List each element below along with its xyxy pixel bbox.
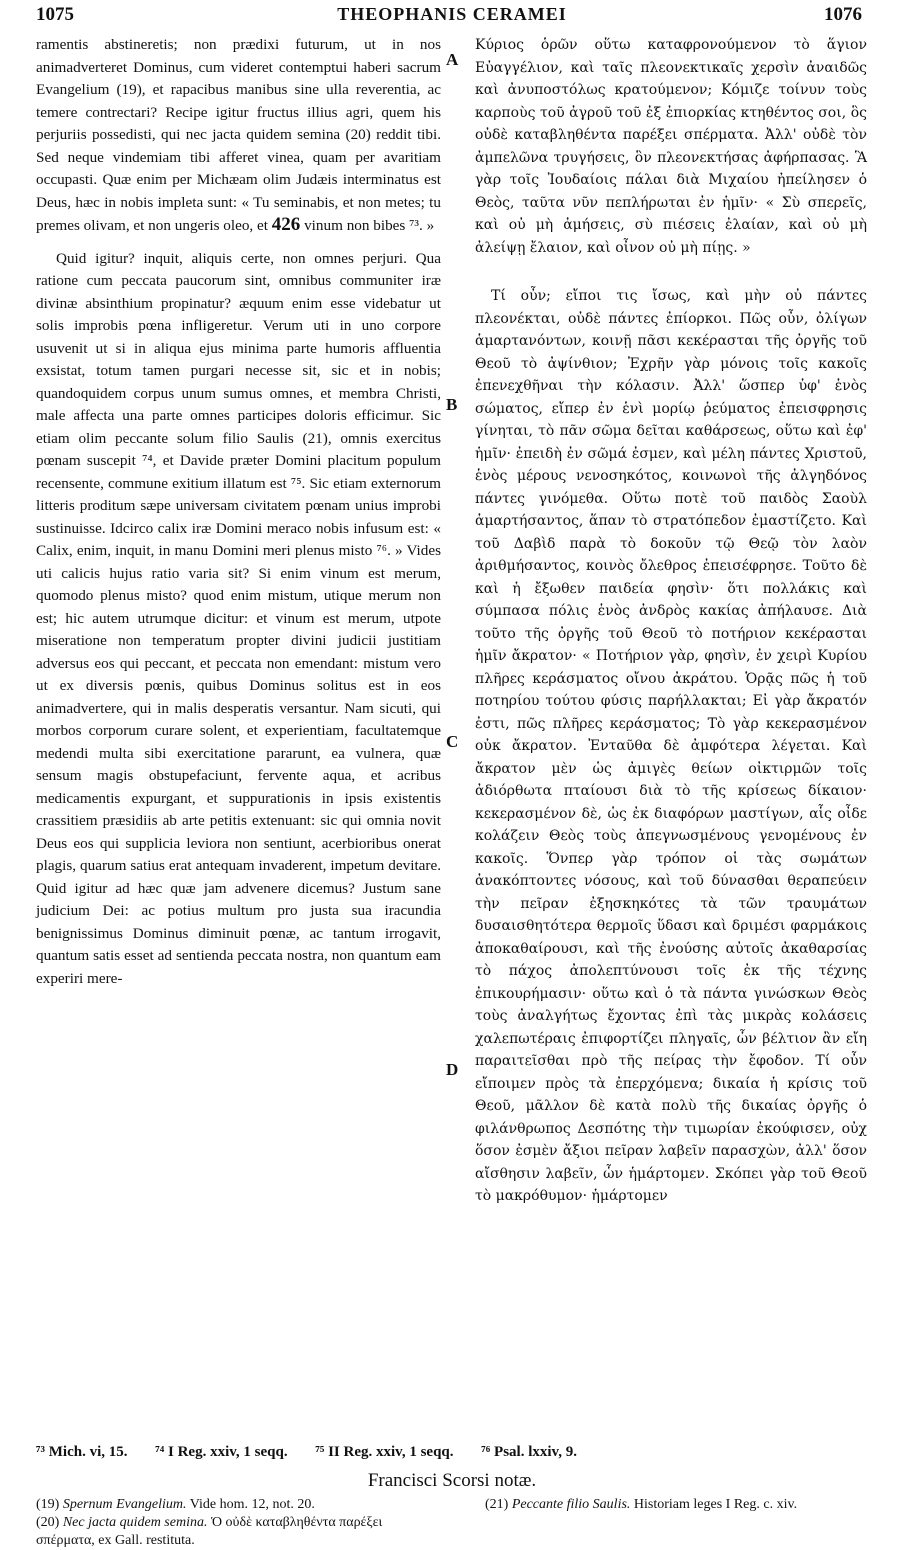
note-21-lemma: Peccante filio Saulis. bbox=[511, 1497, 631, 1512]
note-21 bbox=[485, 1496, 875, 1514]
notes-title: Francisci Scorsi notæ. bbox=[367, 1470, 537, 1491]
footnote-74: ⁷⁴ I Reg. xxiv, 1 seqq. bbox=[155, 1444, 288, 1460]
latin-paragraph-1-end: vinum non bibes ⁷³. » bbox=[304, 217, 435, 234]
latin-paragraph-1 bbox=[36, 34, 441, 238]
note-20-lemma: Nec jacta quidem semina. bbox=[62, 1515, 208, 1530]
note-20-text: Ὁ οὐδὲ καταβληθέντα παρέξει σπέρματα, ex Gall. restituta. bbox=[36, 1515, 383, 1548]
note-21-text: Historiam leges I Reg. c. xiv. bbox=[633, 1497, 798, 1512]
greek-paragraph-2: Τί οὖν; εἴποι τις ἴσως, καὶ μὴν οὐ πάντες πλεονέκται, οὐδὲ πάντες ἐπίορκοι. Πῶς οὖν, ὀλίγων ἁμαρτανόντων, κοινῇ πᾶσι κεκέρασται τῆς ὀργῆς τοῦ Θεοῦ τὸ ἀψίνθιον; Ἐχρῆν γὰρ μόνοις τοῖς κακοῖς ἐπενεχθῆναι τὴν κόλασιν. Ἀλλ' ὥσπερ ὑφ' ἑνὸς σώματος, εἴπερ ἐν ἑνὶ μορίῳ ῥεύματος ἐπεισφρησις γίνηται, τὸ πᾶν σῶμα δεῖται καθάρσεως, οὕτω καὶ ἐφ' ἡμῖν· ἐπειδὴ ἐν σῶμά ἐσμεν, καὶ μέλη πάντες Χριστοῦ, ἑνὸς μέρους νενοσηκότος, κοινωνοὶ τῆς ἀλγηδόνος πάντες γινόμεθα. Οὕτω ποτὲ τοῦ παιδὸς Σαοὺλ ἁμαρτήσαντος, ἅπαν τὸ στρατόπεδον ἐμαστίζετο. Καὶ τοῦ Δαβὶδ παρὰ τὸ δοκοῦν τῷ Θεῷ τὸν λαὸν ἀριθμήσαντος, κοινὸς ὄλεθρος ἐπεισέφρησε. Τοῦτο δὲ καὶ ἡ ἔξωθεν παιδεία φησὶν· ὅτι πολλάκις καὶ σύμπασα πόλις ἑνὸς ἀνδρὸς κακίας ἀπήλαυσε. Διὰ τοῦτο τῆς ὀργῆς τοῦ Θεοῦ τὸ ποτήριον κεκέρασται ἡμῖν ἄκρατον· « Ποτήριον γὰρ, φησὶν, ἐν χειρὶ Κυρίου πλῆρες κεράσματος οἴνου ἀκράτου. Ὁρᾷς πῶς ἡ τοῦ ποτηρίου τούτου φύσις παρήλλακται; Εἰ γὰρ ἄκρατόν ἐστι, πῶς πλῆρες κεράσματος; Τὸ γὰρ κεκερασμένον οὐκ ἄκρατον. Ἐνταῦθα δὲ ἀμφότερα λέγεται. Καὶ ἄκρατον μὲν ὡς ἀμιγὲς θείων οἰκτιρμῶν τοῖς ἀδιόρθωτα πταίουσι διὰ τὸ τῆς κρίσεως δίκαιον· κεκερασμένον δὲ, ὡς ἐκ διαφόρων μαστίγων, αἷς οἶδε κολάζειν Θεὸς τοὺς ἀπεγνωσμένους γενομένους ἐν κακοῖς. Ὅνπερ γὰρ τρόπον οἱ τὰς σωμάτων ἀνακόπτοντες νόσους, καὶ τοῦ δύνασθαι θεραπεύειν τὴν πεῖραν ἐξησκηκότες τὰ τῶν τραυμάτων δυσαισθητότερα θερμοῖς ὕδασι καὶ δριμέσι φαρμάκοις ἀποκαθαίρουσι, καὶ τῆς ἐνούσης αὐτοῖς ἀκαθαρσίας τὸ πάχος ἀπολεπτύνουσι τοῖς ἐκ τῆς τέχνης ἐπικουρήμασιν· οὕτω καὶ ὁ τὰ πάντα γινώσκων Θεὸς τοὺς ἀναλγήτως ἔχοντας ἐπὶ τὰς μικρὰς κολάσεις χαλεπωτέραις ἐπιφορτίζει πληγαῖς, ὧν βέλτιον ἂν εἴη παραιτεῖσθαι πρὸ τῆς πείρας τὴν ἔφοδον. Τί οὖν εἴποιμεν πρὸς τὰ ἐπερχόμενα; δικαία ἡ κρίσις τοῦ Θεοῦ, μᾶλλον δὲ κατὰ πολὺ τῆς δικαίας ὀργῆς ὁ φιλάνθρωπος Δεσπότης τὴν τιμωρίαν ἐκούφισεν, οὐχ ὅσον ἐσμὲν ἄξιοι πεῖραν λαβεῖν παρασχὼν, ἀλλ' ὅσον αἴσθησιν λαβεῖν, ὧν ἡμάρτομεν. Σκόπει γὰρ τοῦ Θεοῦ τὸ μακρόθυμον· ἡμάρτομεν bbox=[475, 288, 867, 1204]
footnotes bbox=[36, 1444, 876, 1461]
note-19-text: Vide hom. 12, not. 20. bbox=[189, 1497, 315, 1512]
note-20-number: (20) bbox=[36, 1515, 60, 1530]
page-number-right: 1076 bbox=[824, 4, 862, 25]
note-19-lemma: Spernum Evangelium. bbox=[62, 1497, 187, 1512]
note-19 bbox=[36, 1496, 441, 1514]
footnote-75: ⁷⁵ II Reg. xxiv, 1 seqq. bbox=[315, 1444, 454, 1460]
margin-letter-c: C bbox=[446, 732, 459, 751]
notes-right bbox=[485, 1496, 875, 1514]
page-number-left: 1075 bbox=[36, 4, 74, 25]
note-20 bbox=[36, 1514, 441, 1550]
footnote-76: ⁷⁶ Psal. lxxiv, 9. bbox=[481, 1444, 577, 1460]
latin-column bbox=[36, 34, 441, 990]
greek-paragraph-1: Κύριος ὁρῶν οὕτω καταφρονούμενον τὸ ἅγιον Εὐαγγέλιον, καὶ ταῖς πλεονεκτικαῖς χερσὶν ἀναιδῶς καὶ ἀνυποστόλως κρατούμενον; Κόμιζε τοίνυν τοὺς καρποὺς τοῦ ἀγροῦ τοῦ ἐξ ἐπιορκίας κτηθέντος σοι, ὃς οὐδὲ καταβληθέντα παρέξει σπέρματα. Ἀλλ' οὐδὲ τὸν ἀμπελῶνα τρυγήσεις, ὃν πλεονεκτήσας ἀφήρπασας. Ἃ γὰρ τοῖς Ἰουδαίοις πάλαι διὰ Μιχαίου ἠπείλησεν ὁ Θεὸς, ταῦτα νῦν πεπλήρωται ἐν ἡμῖν· « Σὺ σπερεῖς, καὶ οὐ μὴ ἀμήσεις, σὺ πιέσεις ἐλαίαν, καὶ οὐ μὴ ἀλείψῃ ἔλαιον, καὶ οἶνον οὐ μὴ πίῃς. » bbox=[475, 37, 867, 256]
note-19-number: (19) bbox=[36, 1497, 60, 1512]
footnote-73: ⁷³ Mich. vi, 15. bbox=[36, 1444, 128, 1460]
page-marker: 426 bbox=[271, 214, 301, 235]
notes-left bbox=[36, 1496, 441, 1550]
latin-paragraph-2: Quid igitur? inquit, aliquis certe, non omnes perjuri. Qua ratione cum peccata paucorum sint, omnibus communiter iræ divinæ absinthium propinatur? æquum enim esse videbatur ut solis improbis pœna infligeretur. Verum uti in uno corpore usuvenit ut si in aliqua ejus minima parte humoris affluentia exsistat, totum tamen purgari necesse sit, sic et in nobis; quandoquidem corpus unum sumus omnes, et membra Christi, male affecta una parte omnes participes doloris efficimur. Sic etiam olim peccante solum filio Saulis (21), omnis exercitus pœnam suscepit ⁷⁴, et Davide præter Domini placitum populum recensente, commune exitium illatum est ⁷⁵. Sic etiam externorum litteris proditum sæpe universam civitatem pœnam unius improbi sustinuisse. Idcirco calix iræ Domini meraco nobis infusum est: « Calix, enim, inquit, in manu Domini meri plenus misto ⁷⁶. » Vides uti calicis hujus ratio varia sit? Si enim vinum est merum, quomodo plenus misto? quod enim mistum, utique merum non est; hic autem utrumque dicitur: et vinum est merum, utpote miseratione non temperatum propter divini judicii justitiam adversus eos qui peccant, et peccata non emendant: mistum vero ut ex diversis pœnis, quibus Dominus solitus est in eos animadvertere, qui in malis desperatis versantur. Nam sicuti, qui morbos corporum curare solent, et experientiam, facultatemque medendi multa sibi exercitatione pararunt, ea vulnera, quæ sensum magis obstupefaciunt, fervente aqua, et acribus medicamentis expurgant, et suppurationis in ipsis existentis crassitiem præsidiis ab arte petitis extenuant: sic qui omnia novit Deus eos qui supplicia leviora non sentiunt, acerbioribus onerat plagis, quarum satius erat antequam invaderent, impetum devitare. Quid igitur ad hæc quæ jam advenere dicemus? Justum sane judicium Dei: ac potius multum pro justa sua iracundia benignissimus Dominus diminuit pœnæ, ac tantum irrogavit, quantum satis esset ad sentienda peccata nostra, non quantum eam experiri mere- bbox=[36, 249, 441, 987]
note-21-number: (21) bbox=[485, 1497, 509, 1512]
margin-letter-d: D bbox=[446, 1060, 459, 1079]
greek-column bbox=[475, 34, 867, 1208]
latin-paragraph-1-text: ramentis abstineretis; non prædixi futurum, ut in nos animadverteret Dominus, cum videret contemptui haberi sacrum Evangelium (19), et rapacibus manibus sine ulla reverentia, ac temere contrectari? Recipe igitur fructus illius agri, quem his perjuriis possedisti, qui nec jacta quidem semina (20) reddit tibi. Sed neque vindemiam tibi afferet vinea, quam per avaritiam occupasti. Quæ enim per Michæam olim Judæis interminatus est Deus, hæc in nobis impleta sunt: « Tu seminabis, et non metes; tu premes olivam, et non ungeris oleo, et bbox=[36, 36, 441, 234]
margin-letter-a: A bbox=[446, 50, 459, 69]
running-title: THEOPHANIS CERAMEI bbox=[337, 4, 567, 24]
margin-letter-b: B bbox=[446, 395, 458, 414]
